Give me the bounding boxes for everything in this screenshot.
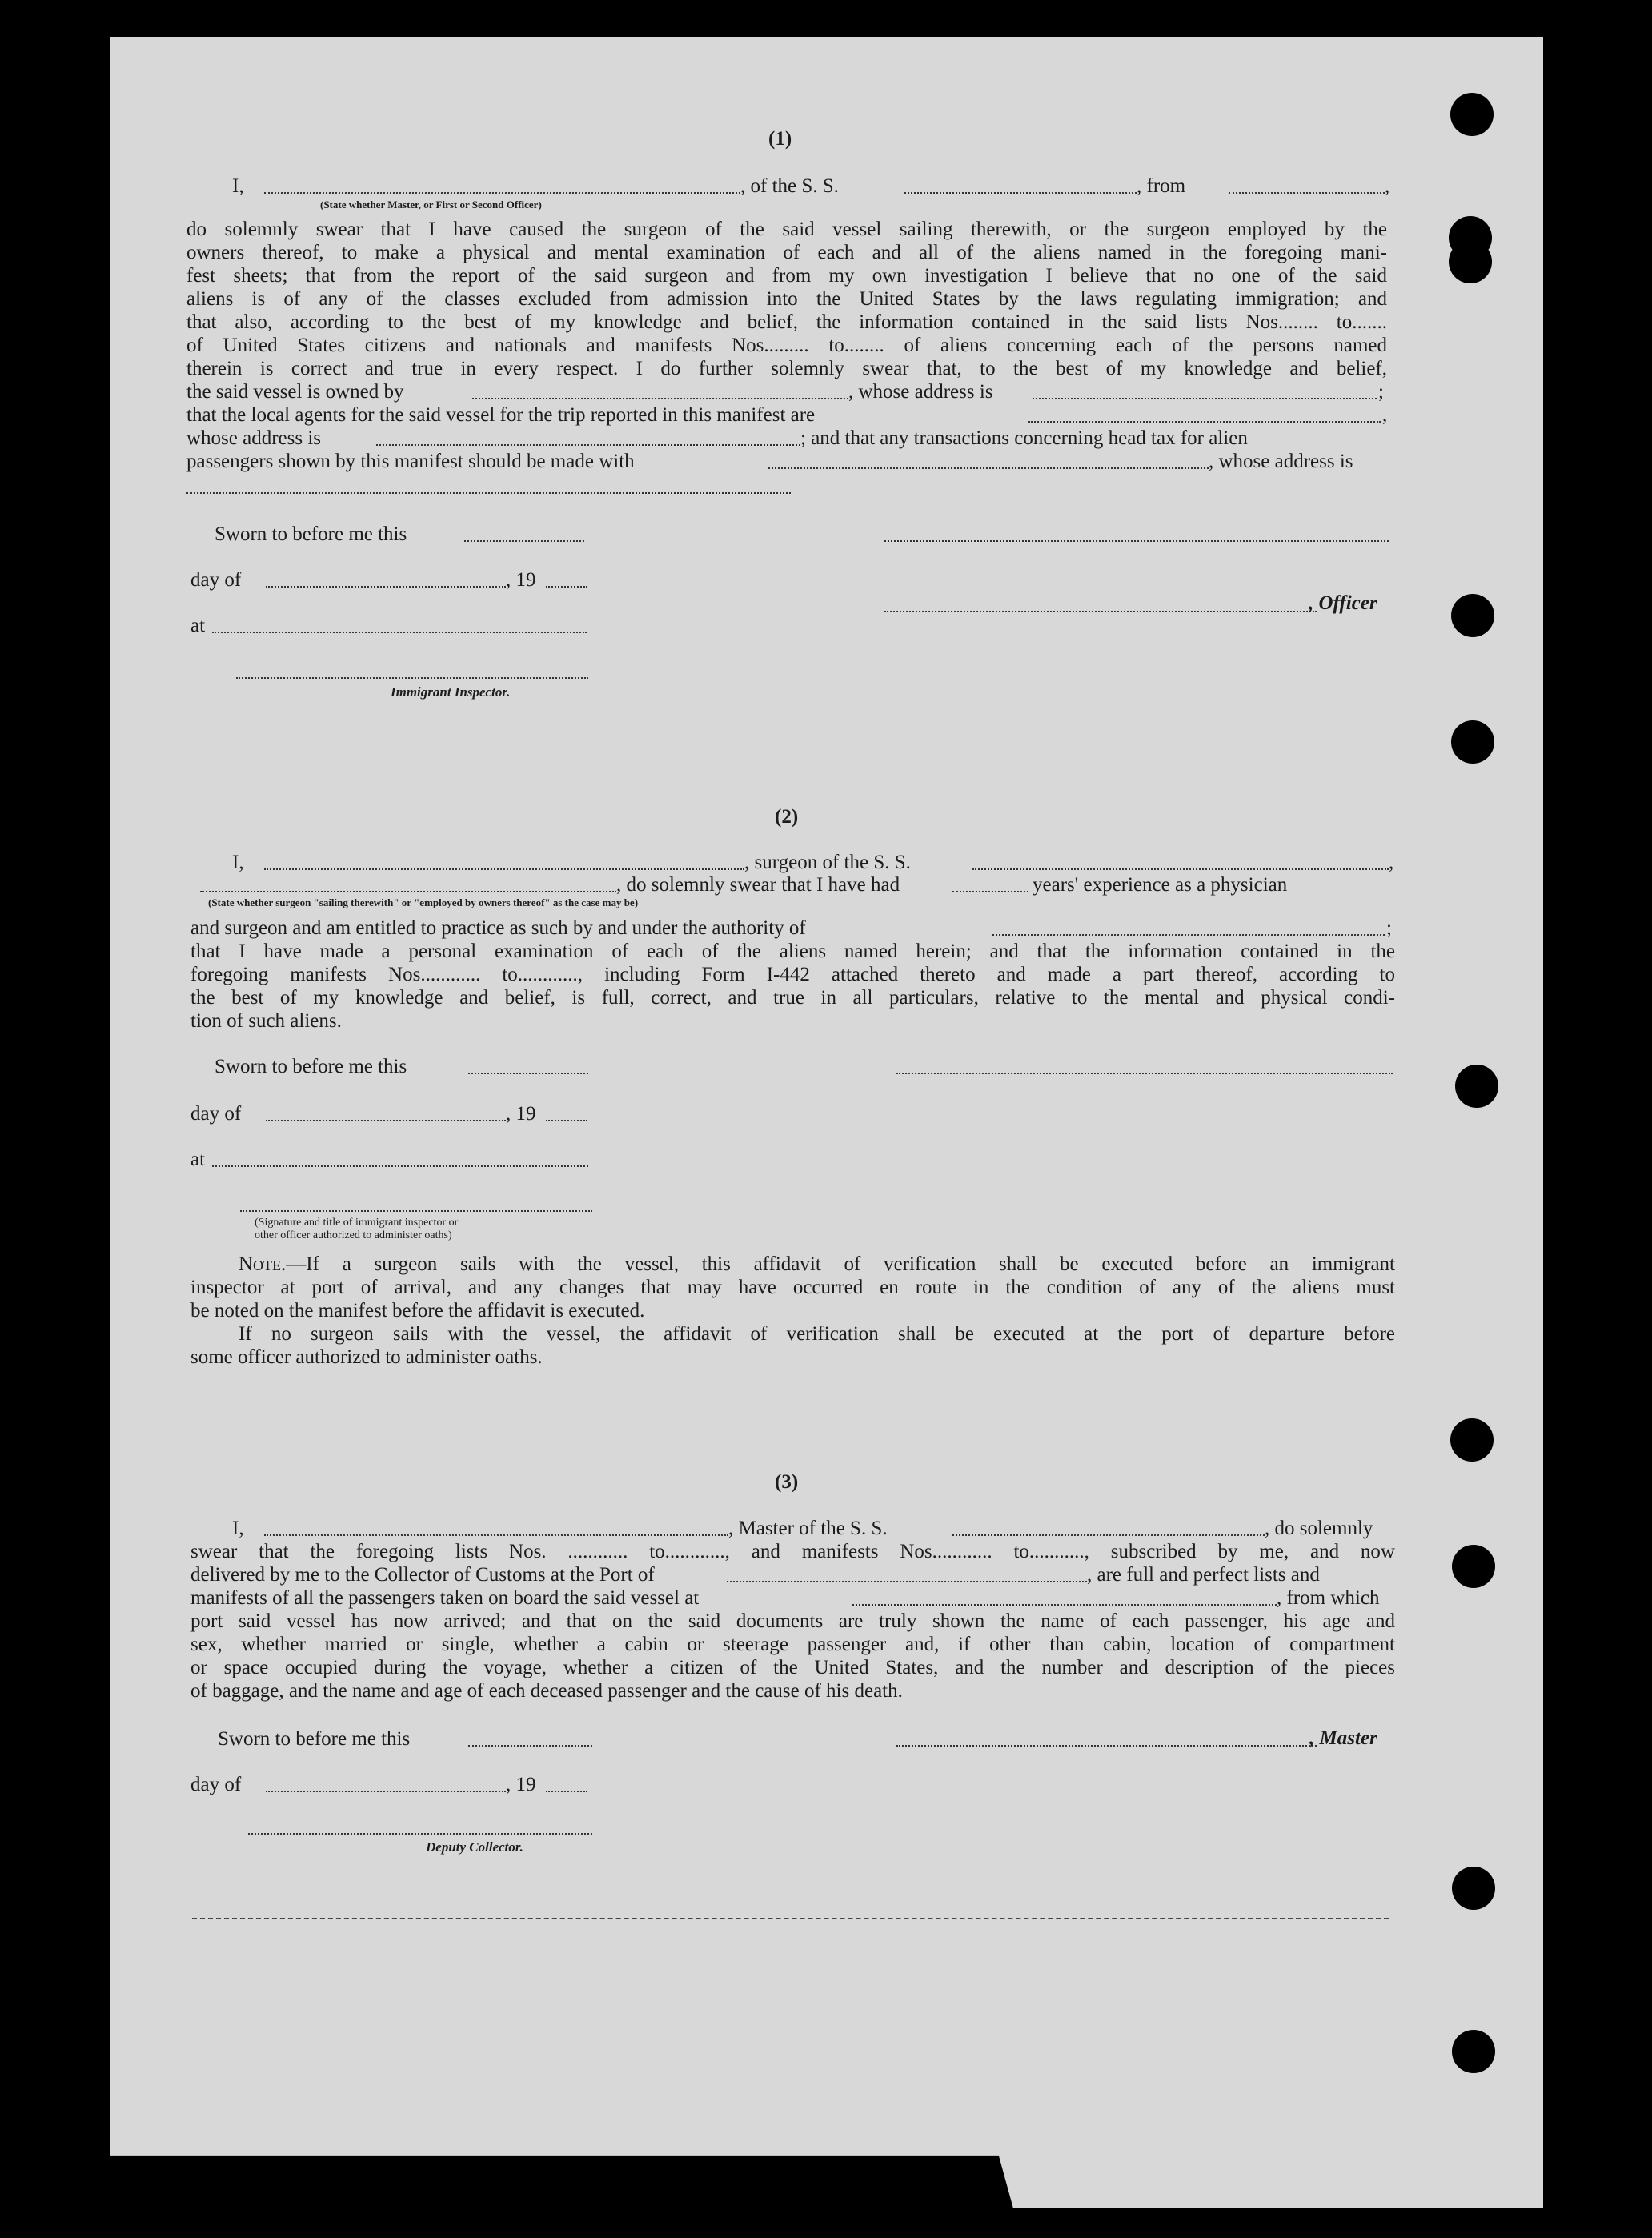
head-tax-contact-field[interactable]	[768, 467, 1209, 469]
s2-inspector-signature-field[interactable]	[240, 1210, 592, 1212]
note-line-1: Note.—If a surgeon sails with the vessel, this affidavit of verification shall be executed before an immigrant	[239, 1253, 1395, 1275]
s3-master-signature-field[interactable]	[896, 1745, 1317, 1747]
s1-officer-signature-field[interactable]	[884, 540, 1389, 542]
s3-day-of-field[interactable]	[266, 1791, 506, 1792]
surgeon-caption: (State whether surgeon "sailing therewith" or "employed by owners thereof" as the case may be)	[208, 896, 639, 908]
vessel-name-field[interactable]	[904, 192, 1137, 194]
section-3-heading: (3)	[775, 1471, 799, 1493]
head-tax-address-field[interactable]	[186, 492, 791, 494]
section-1-heading: (1)	[768, 128, 792, 150]
s1-ofss: , of the S. S.	[740, 175, 839, 197]
s1-from: , from	[1137, 175, 1186, 197]
s2-at-field[interactable]	[212, 1165, 588, 1167]
s1-day-of-field[interactable]	[266, 586, 506, 588]
s3-sworn-date-field[interactable]	[468, 1745, 592, 1747]
s1-at-field[interactable]	[212, 632, 587, 633]
owner-address-field[interactable]	[1032, 398, 1377, 399]
agents-address-field[interactable]	[376, 444, 800, 446]
punch-hole	[1452, 2030, 1495, 2073]
punch-hole	[1452, 1545, 1495, 1588]
punch-hole	[1451, 594, 1494, 637]
s2-vessel-field[interactable]	[972, 868, 1389, 870]
inspector-caption: Immigrant Inspector.	[391, 684, 511, 700]
master-label: , Master	[1309, 1727, 1377, 1749]
punch-hole	[1450, 1418, 1494, 1462]
port-field[interactable]	[727, 1581, 1087, 1582]
authority-field[interactable]	[992, 934, 1385, 936]
punch-hole	[1452, 1867, 1495, 1910]
punch-hole	[1450, 93, 1494, 136]
s2-sworn-date-field[interactable]	[468, 1073, 588, 1074]
embarkation-port-field[interactable]	[852, 1604, 1277, 1606]
officer-caption: (State whether Master, or First or Second Officer)	[320, 199, 542, 211]
collector-caption: Deputy Collector.	[426, 1839, 523, 1855]
s1-sworn-date-field[interactable]	[464, 540, 584, 542]
s1-i: I,	[232, 175, 244, 197]
surgeon-status-field[interactable]	[200, 891, 616, 892]
master-name-field[interactable]	[264, 1534, 728, 1536]
surgeon-name-field[interactable]	[264, 868, 744, 870]
officer-name-field[interactable]	[264, 192, 740, 194]
s2-day-of-field[interactable]	[266, 1120, 506, 1121]
bottom-rule	[192, 1918, 1389, 1919]
punch-hole	[1455, 1065, 1498, 1108]
collector-signature-field[interactable]	[248, 1833, 592, 1835]
officer-label: , Officer	[1309, 592, 1377, 614]
bleed-through-header	[152, 48, 162, 75]
punch-hole	[1451, 720, 1494, 764]
s1-officer-name-field[interactable]	[884, 611, 1317, 612]
s2-surgeon-signature-field[interactable]	[896, 1073, 1393, 1074]
owner-field[interactable]	[472, 398, 848, 399]
s3-vessel-field[interactable]	[952, 1534, 1265, 1536]
from-port-field[interactable]	[1229, 192, 1385, 194]
punch-hole	[1449, 240, 1492, 283]
inspector-signature-field[interactable]	[236, 677, 588, 679]
local-agents-field[interactable]	[1028, 421, 1381, 423]
section-2-heading: (2)	[775, 806, 799, 828]
years-experience-field[interactable]	[952, 891, 1028, 892]
